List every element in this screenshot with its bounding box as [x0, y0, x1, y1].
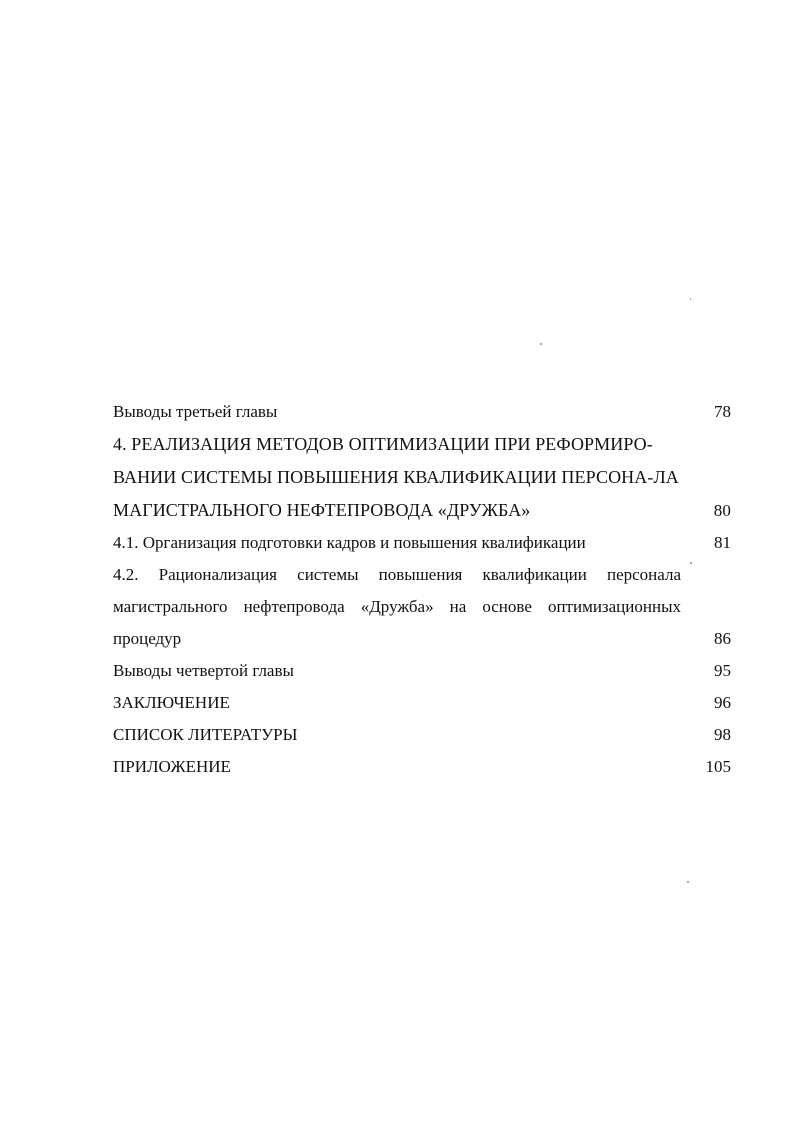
scan-speck	[687, 881, 689, 883]
toc-entry-title: Выводы четвертой главы	[113, 661, 294, 680]
toc-entry-conclusions-chapter-3[interactable]	[113, 396, 731, 428]
toc-entry-page: 81	[714, 533, 731, 552]
toc-entry-appendix[interactable]	[113, 751, 731, 783]
toc-entry-title: 4. РЕАЛИЗАЦИЯ МЕТОДОВ ОПТИМИЗАЦИИ ПРИ РЕФОРМИРО-ВАНИИ СИСТЕМЫ ПОВЫШЕНИЯ КВАЛИФИКАЦИИ ПЕРСОНА-ЛА МАГИСТРАЛЬНОГО НЕФТЕПРОВОДА «ДРУЖБА»	[113, 434, 679, 520]
toc-entry-title: 4.1. Организация подготовки кадров и повышения квалификации	[113, 533, 586, 552]
toc-entry-page: 105	[705, 757, 731, 776]
toc-entry-page: 78	[714, 402, 731, 421]
toc-entry-page: 95	[714, 661, 731, 680]
toc-entry-conclusion[interactable]	[113, 687, 731, 719]
toc-entry-section-4-2[interactable]	[113, 559, 731, 655]
toc-entry-title: Выводы третьей главы	[113, 402, 278, 421]
toc-entry-page: 80	[713, 501, 731, 520]
toc-entry-conclusions-chapter-4[interactable]	[113, 655, 731, 687]
toc-entry-title: 4.2. Рационализация системы повышения квалификации персонала магистрального нефтепровода «Дружба» на основе оптимизационных процедур	[113, 565, 681, 648]
scan-speck	[690, 298, 691, 300]
table-of-contents	[113, 396, 731, 783]
scan-speck	[690, 562, 692, 564]
toc-entry-chapter-4[interactable]	[113, 428, 731, 527]
scan-speck	[540, 343, 542, 345]
toc-entry-title: ЗАКЛЮЧЕНИЕ	[113, 693, 230, 712]
toc-entry-title: СПИСОК ЛИТЕРАТУРЫ	[113, 725, 298, 744]
toc-entry-page: 86	[714, 629, 731, 648]
toc-entry-title: ПРИЛОЖЕНИЕ	[113, 757, 231, 776]
toc-entry-page: 98	[714, 725, 731, 744]
toc-entry-section-4-1[interactable]	[113, 527, 731, 559]
toc-entry-references[interactable]	[113, 719, 731, 751]
toc-entry-page: 96	[714, 693, 731, 712]
